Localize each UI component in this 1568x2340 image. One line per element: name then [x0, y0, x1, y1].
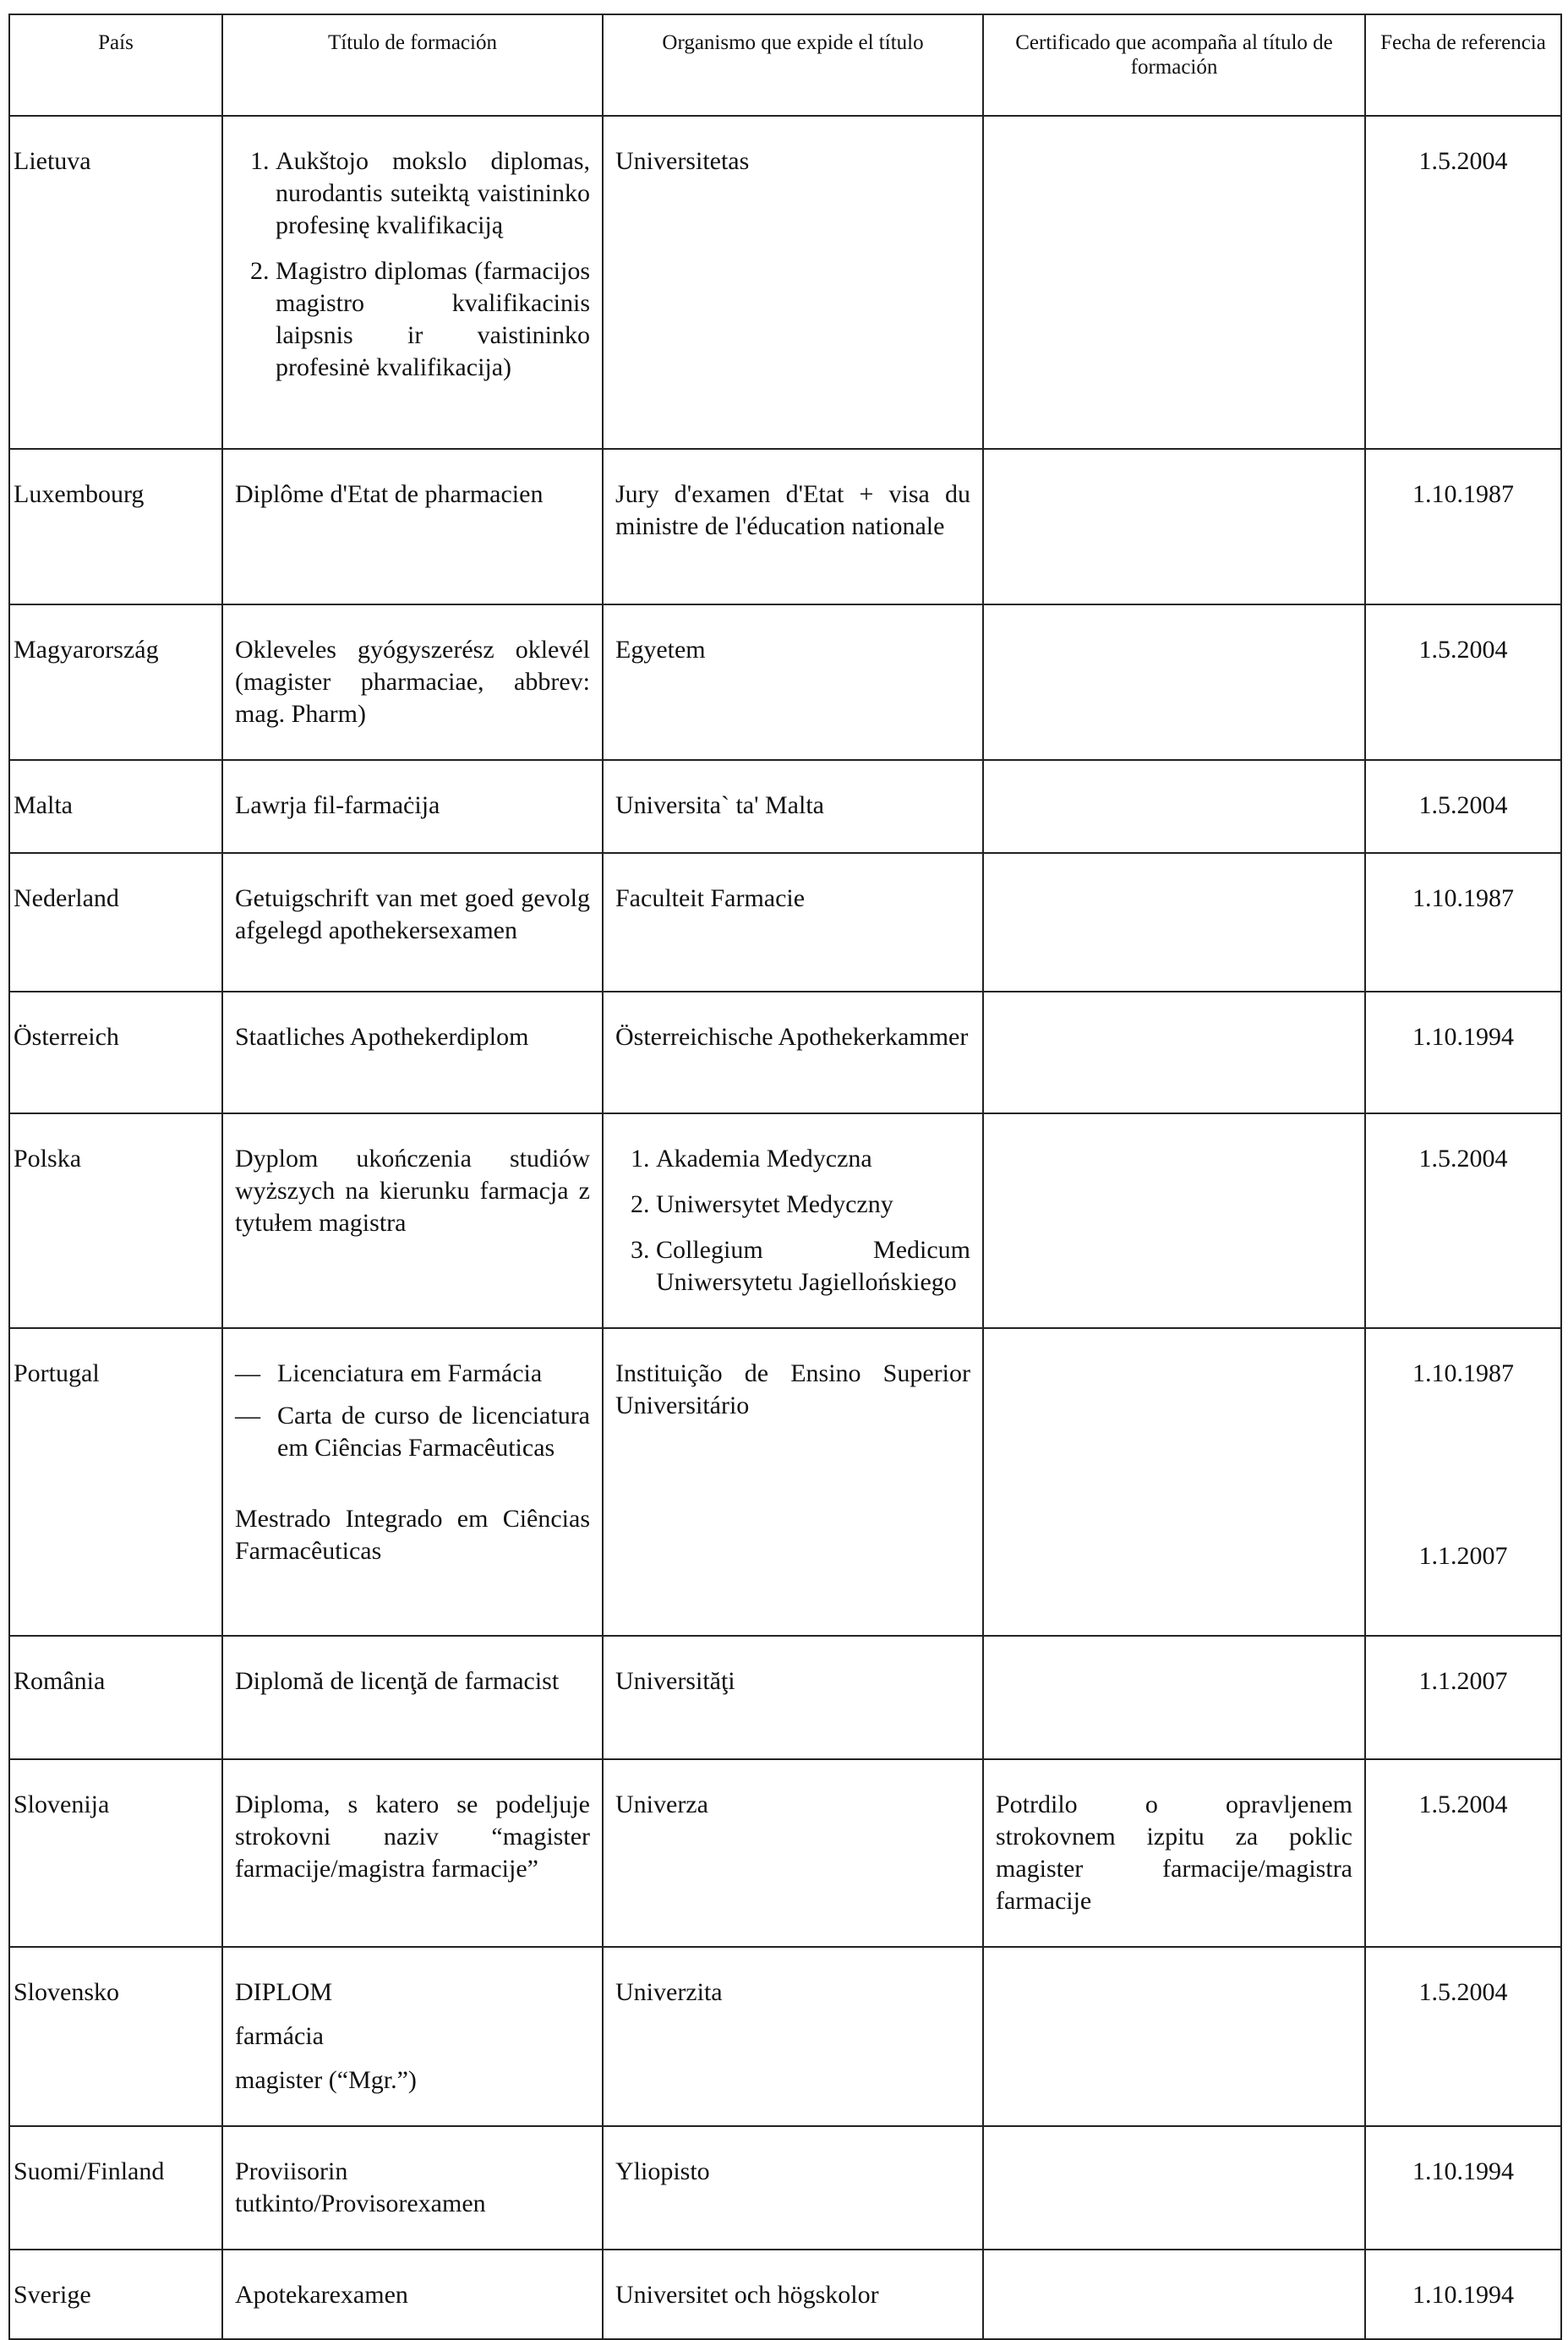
certificate-cell — [983, 1947, 1365, 2126]
country-cell: Nederland — [9, 853, 222, 992]
issuing-body-cell: Universita` ta' Malta — [603, 760, 983, 853]
country-cell: Luxembourg — [9, 449, 222, 604]
header-certificate: Certificado que acompaña al título de formación — [983, 14, 1365, 116]
title-dash-list — [235, 1358, 590, 1464]
table-row — [9, 760, 1561, 853]
header-country: País — [9, 14, 222, 116]
issuing-body-list-item: 1. Akademia Medyczna — [656, 1143, 970, 1175]
table-row — [9, 449, 1561, 604]
reference-date-cell: 1.5.2004 — [1365, 1113, 1561, 1328]
reference-date: 1.10.1987 — [1412, 1359, 1514, 1387]
country-cell: Österreich — [9, 992, 222, 1113]
country-cell: Magyarország — [9, 604, 222, 760]
title-cell — [222, 1328, 603, 1636]
country-cell: Suomi/Finland — [9, 2126, 222, 2250]
table-row — [9, 604, 1561, 760]
title-cell — [222, 116, 603, 449]
country-cell: Sverige — [9, 2250, 222, 2339]
issuing-body-cell: Univerza — [603, 1759, 983, 1947]
title-cell: Apotekarexamen — [222, 2250, 603, 2339]
issuing-body-cell: Egyetem — [603, 604, 983, 760]
table-row — [9, 1947, 1561, 2126]
issuing-body-list-item: 2. Uniwersytet Medyczny — [656, 1189, 970, 1221]
certificate-cell — [983, 449, 1365, 604]
issuing-body-cell: Faculteit Farmacie — [603, 853, 983, 992]
title-list-item: 1. Aukštojo mokslo diplomas, nurodantis suteiktą vaistininko profesinę kvalifikaciją — [276, 145, 590, 242]
table-row — [9, 1636, 1561, 1759]
title-cell: Getuigschrift van met goed gevolg afgelegd apothekersexamen — [222, 853, 603, 992]
issuing-body-cell: Universitetas — [603, 116, 983, 449]
title-cell: Proviisorin tutkinto/Provisorexamen — [222, 2126, 603, 2250]
table-header-row — [9, 14, 1561, 116]
certificate-cell — [983, 604, 1365, 760]
title-list-item: — Carta de curso de licenciatura em Ciências Farmacêuticas — [277, 1400, 590, 1464]
title-cell: Okleveles gyógyszerész oklevél (magister pharmaciae, abbrev: mag. Pharm) — [222, 604, 603, 760]
title-cell: Dyplom ukończenia studiów wyższych na kierunku farmacja z tytułem magistra — [222, 1113, 603, 1328]
reference-date-cell: 1.5.2004 — [1365, 116, 1561, 449]
reference-date-cell: 1.10.1994 — [1365, 992, 1561, 1113]
issuing-body-cell: Instituição de Ensino Superior Universitário — [603, 1328, 983, 1636]
title-cell: Staatliches Apothekerdiplom — [222, 992, 603, 1113]
reference-date-cell: 1.10.1987 — [1365, 449, 1561, 604]
country-cell: Slovenija — [9, 1759, 222, 1947]
issuing-body-cell: Jury d'examen d'Etat + visa du ministre de l'éducation nationale — [603, 449, 983, 604]
certificate-cell — [983, 2250, 1365, 2339]
reference-date-cell: 1.10.1987 — [1365, 853, 1561, 992]
title-list-item: — Licenciatura em Farmácia — [277, 1358, 590, 1390]
table-row — [9, 992, 1561, 1113]
reference-date-cell — [1365, 1328, 1561, 1636]
header-issuing-body: Organismo que expide el título — [603, 14, 983, 116]
table-row — [9, 2250, 1561, 2339]
table-row — [9, 1113, 1561, 1328]
reference-date-cell: 1.10.1994 — [1365, 2126, 1561, 2250]
title-line: DIPLOM — [235, 1978, 333, 2006]
certificate-cell — [983, 992, 1365, 1113]
issuing-body-cell: Yliopisto — [603, 2126, 983, 2250]
reference-date-cell: 1.5.2004 — [1365, 1947, 1561, 2126]
reference-date-cell: 1.10.1994 — [1365, 2250, 1561, 2339]
certificate-cell — [983, 1328, 1365, 1636]
certificate-cell — [983, 116, 1365, 449]
reference-date-cell: 1.1.2007 — [1365, 1636, 1561, 1759]
country-cell: Polska — [9, 1113, 222, 1328]
issuing-body-cell: Univerzita — [603, 1947, 983, 2126]
title-cell: Diplôme d'Etat de pharmacien — [222, 449, 603, 604]
qualifications-table — [8, 14, 1562, 2340]
country-cell: Malta — [9, 760, 222, 853]
issuing-body-cell: Österreichische Apothekerkammer — [603, 992, 983, 1113]
title-cell: Diplomă de licenţă de farmacist — [222, 1636, 603, 1759]
reference-date-cell: 1.5.2004 — [1365, 760, 1561, 853]
table-row — [9, 1759, 1561, 1947]
header-reference-date: Fecha de referencia — [1365, 14, 1561, 116]
title-cell — [222, 1947, 603, 2126]
title-additional: Mestrado Integrado em Ciências Farmacêuticas — [235, 1505, 590, 1565]
title-cell: Lawrja fil-farmaċija — [222, 760, 603, 853]
reference-date-cell: 1.5.2004 — [1365, 1759, 1561, 1947]
reference-date-additional: 1.1.2007 — [1418, 1542, 1508, 1570]
title-cell: Diploma, s katero se podeljuje strokovni naziv “magister farmacije/magistra farmacije” — [222, 1759, 603, 1947]
certificate-cell — [983, 2126, 1365, 2250]
issuing-body-cell: Universităţi — [603, 1636, 983, 1759]
country-cell: România — [9, 1636, 222, 1759]
certificate-cell — [983, 853, 1365, 992]
reference-date-cell: 1.5.2004 — [1365, 604, 1561, 760]
issuing-body-list — [615, 1143, 970, 1298]
certificate-cell — [983, 1636, 1365, 1759]
issuing-body-list-item: 3. Collegium Medicum Uniwersytetu Jagiellońskiego — [656, 1234, 970, 1298]
certificate-cell — [983, 760, 1365, 853]
header-title: Título de formación — [222, 14, 603, 116]
certificate-cell — [983, 1113, 1365, 1328]
certificate-cell: Potrdilo o opravljenem strokovnem izpitu za poklic magister farmacije/magistra farmacije — [983, 1759, 1365, 1947]
table-row — [9, 853, 1561, 992]
title-list-item: 2. Magistro diplomas (farmacijos magistro kvalifikacinis laipsnis ir vaistininko profesinė kvalifikacija) — [276, 255, 590, 384]
title-line: magister (“Mgr.”) — [235, 2066, 417, 2094]
issuing-body-cell: Universitet och högskolor — [603, 2250, 983, 2339]
table-row — [9, 2126, 1561, 2250]
title-list — [235, 145, 590, 384]
issuing-body-cell — [603, 1113, 983, 1328]
country-cell: Portugal — [9, 1328, 222, 1636]
table-row — [9, 1328, 1561, 1636]
country-cell: Lietuva — [9, 116, 222, 449]
title-line: farmácia — [235, 2022, 324, 2050]
table-row — [9, 116, 1561, 449]
country-cell: Slovensko — [9, 1947, 222, 2126]
